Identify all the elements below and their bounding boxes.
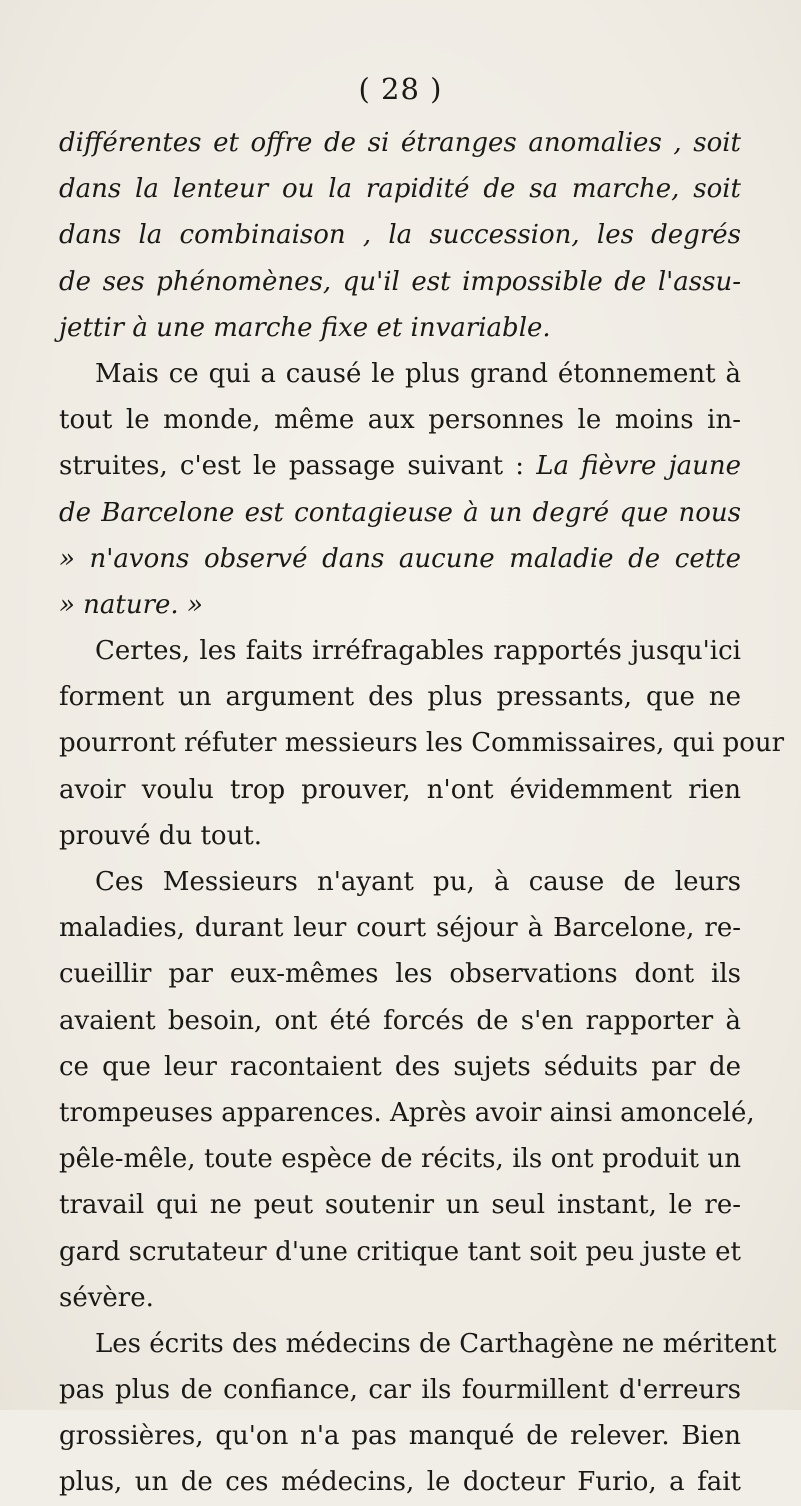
text-line [59,720,785,766]
text-line [59,490,741,536]
text-run: Ces Messieurs n'ayant pu, à cause de leurs [95,867,741,897]
text-line [59,212,741,258]
text-line [59,1182,741,1228]
page-number: ( 28 ) [358,72,443,106]
text-run: prouvé du tout. [59,820,263,851]
text-line [59,951,741,997]
text-line [59,443,741,489]
text-run: travail qui ne peut soutenir un seul instant, le re- [59,1190,741,1221]
text-line [59,582,741,628]
text-run: plus, un de ces médecins, le docteur Furio, a fait [59,1467,741,1498]
text-line [59,1275,741,1321]
text-line [59,1459,741,1505]
text-run: maladies, durant leur court séjour à Barcelone, re- [59,913,741,944]
text-line [59,1413,741,1459]
text-line [59,628,741,674]
text-line [59,813,741,859]
text-line [59,1090,755,1136]
text-line [59,259,741,305]
italic-text-run: » n'avons observé dans aucune maladie de cette [59,543,741,574]
italic-text-run: dans la combinaison , la succession, les degrés [59,220,741,251]
italic-text-run: » nature. » [59,589,203,620]
text-run: forment un argument des plus pressants, que ne [59,682,741,713]
text-run: Certes, les faits irréfragables rapportés jusqu'ici [95,636,741,667]
text-run: avoir voulu trop prouver, n'ont évidemment rien [59,774,741,805]
text-line [59,1136,741,1182]
text-line [59,859,741,905]
text-line [59,1044,741,1090]
text-run: pas plus de confiance, car ils fourmillent d'erreurs [59,1375,741,1406]
text-line [59,1321,777,1367]
text-line [59,305,741,351]
text-line [59,1367,741,1413]
text-run: tout le monde, même aux personnes le moins in- [59,405,741,436]
text-run: ce que leur racontaient des sujets séduits par de [59,1051,741,1082]
italic-text-run: La fièvre jaune [536,451,742,482]
text-run: struites, c'est le passage suivant : [59,451,537,482]
italic-text-run: de ses phénomènes, qu'il est impossible de l'assu- [59,266,741,297]
text-line [59,767,741,813]
text-run: pourront réfuter messieurs les Commissaires, qui pour [59,728,785,759]
text-line [59,905,741,951]
text-run: gard scrutateur d'une critique tant soit peu juste et [59,1236,741,1267]
text-run: avaient besoin, ont été forcés de s'en rapporter à [59,1005,741,1036]
body-text [59,120,785,1506]
text-run: cueillir par eux-mêmes les observations dont ils [59,959,741,990]
italic-text-run: dans la lenteur ou la rapidité de sa marche, soit [59,174,741,205]
text-line [59,166,741,212]
text-run: sévère. [59,1282,154,1313]
text-line [59,351,741,397]
text-line [59,998,741,1044]
text-run: trompeuses apparences. Après avoir ainsi amoncelé, [59,1097,755,1128]
text-line [59,674,741,720]
text-run: Mais ce qui a causé le plus grand étonnement à [95,358,741,389]
italic-text-run: de Barcelone est contagieuse à un degré que nous [59,497,741,528]
italic-text-run: différentes et offre de si étranges anomalies , soit [59,128,741,158]
text-run: Les écrits des médecins de Carthagène ne méritent [95,1328,777,1359]
text-line [59,120,741,166]
text-line [59,397,741,443]
text-run: pêle-mêle, toute espèce de récits, ils ont produit un [59,1144,741,1175]
text-line [59,536,741,582]
text-run: grossières, qu'on n'a pas manqué de relever. Bien [59,1421,741,1452]
text-line [59,1229,741,1275]
italic-text-run: jettir à une marche fixe et invariable. [59,312,551,343]
